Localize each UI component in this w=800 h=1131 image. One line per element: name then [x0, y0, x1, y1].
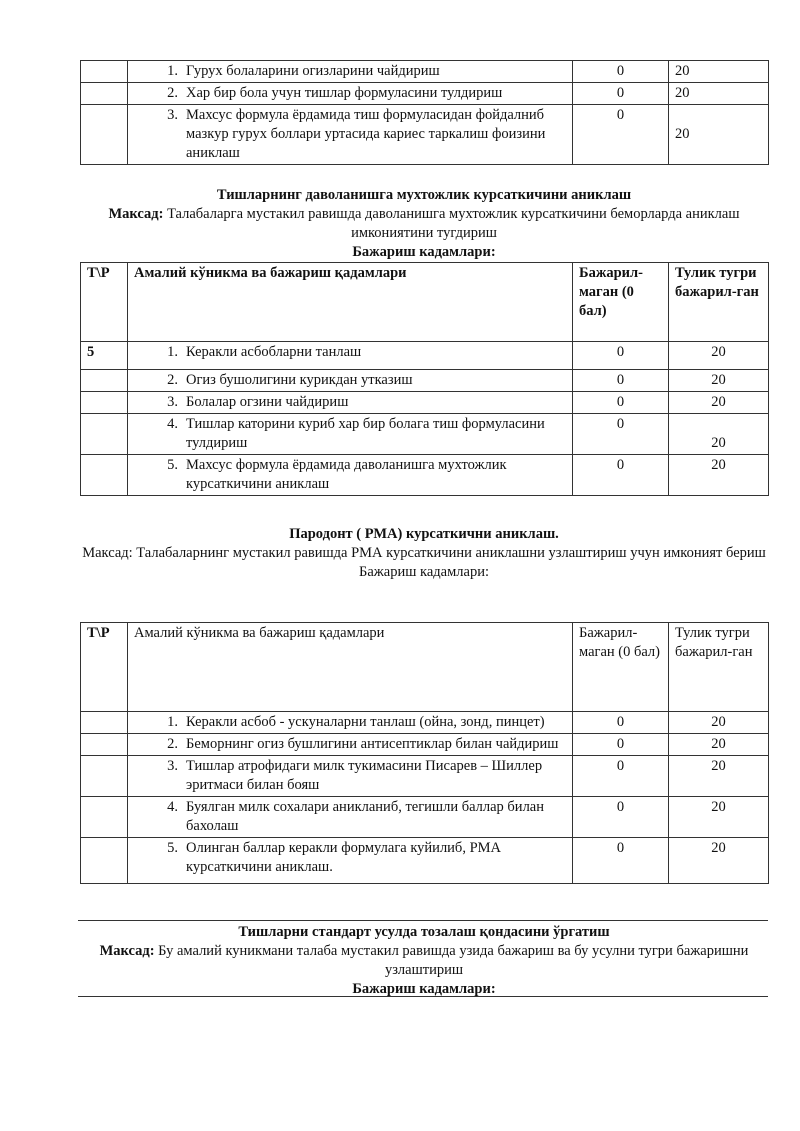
step-number: 3. — [167, 758, 178, 774]
table-row — [81, 455, 769, 496]
table-cell-empty — [81, 414, 128, 455]
steps-label: Бажариш кадамлари: — [352, 981, 496, 997]
table-treatment-need — [80, 262, 769, 496]
steps-label: Бажариш кадамлари: — [359, 564, 489, 580]
step-number: 4. — [167, 799, 178, 815]
step-text: Олинган баллар керакли формулага куйилиб, РМА курсаткичини аниклаш. — [186, 840, 501, 875]
step-text: Махсус формула ёрдамида даволанишга мухтожлик курсаткичини аниклаш — [186, 457, 507, 492]
header-number: Т\Р — [81, 263, 128, 342]
step-cell — [128, 712, 573, 734]
step-number: 5. — [167, 457, 178, 473]
score-zero: 0 — [573, 342, 669, 370]
table-row — [81, 342, 769, 370]
section-heading-pma — [80, 525, 768, 582]
section-heading-brushing — [80, 923, 768, 999]
step-number: 2. — [167, 85, 178, 101]
score-zero: 0 — [573, 756, 669, 797]
header-done: Тулик тугри бажарил-ган — [669, 263, 769, 342]
goal-paragraph — [80, 942, 768, 980]
step-cell — [128, 838, 573, 884]
step-cell — [128, 342, 573, 370]
table-cell-empty — [81, 734, 128, 756]
table-row — [81, 712, 769, 734]
steps-label: Бажариш кадамлари: — [352, 244, 496, 260]
table-pma — [80, 622, 769, 884]
header-skill: Амалий кўникма ва бажариш қадамлари — [128, 623, 573, 712]
score-full: 20 — [669, 797, 769, 838]
step-text: Хар бир бола учун тишлар формуласини тулдириш — [186, 85, 503, 101]
score-full: 20 — [669, 838, 769, 884]
step-text: Тишлар атрофидаги милк тукимасини Писарев – Шиллер эритмаси билан бояш — [186, 758, 543, 793]
table-row — [81, 392, 769, 414]
step-cell — [128, 61, 573, 83]
table-cell-empty — [81, 370, 128, 392]
score-full: 20 — [669, 734, 769, 756]
step-number: 3. — [167, 107, 178, 123]
score-full: 20 — [669, 342, 769, 370]
table-cell-empty — [81, 392, 128, 414]
score-zero: 0 — [573, 414, 669, 455]
score-zero: 0 — [573, 797, 669, 838]
row-group-number: 5 — [81, 342, 128, 370]
step-number: 3. — [167, 394, 178, 410]
step-number: 1. — [167, 344, 178, 360]
section-heading-treatment-need — [80, 186, 768, 262]
step-text: Тишлар каторини куриб хар бир болага тиш формуласини тулдириш — [186, 416, 545, 451]
table-cell-empty — [81, 838, 128, 884]
step-number: 2. — [167, 372, 178, 388]
step-cell — [128, 392, 573, 414]
score-full: 20 — [669, 61, 769, 83]
step-cell — [128, 105, 573, 165]
table-row — [81, 414, 769, 455]
score-zero: 0 — [573, 61, 669, 83]
table-cell-empty — [81, 797, 128, 838]
section-bottom-rule — [78, 996, 768, 997]
table-cell-empty — [81, 83, 128, 105]
score-zero: 0 — [573, 455, 669, 496]
step-text: Керакли асбоб - ускуналарни танлаш (ойна, зонд, пинцет) — [186, 714, 545, 730]
goal-text: Максад: Талабаларнинг мустакил равишда РМА курсаткичини аниклашни узлаштириш учун имконият бериш — [82, 545, 766, 561]
step-cell — [128, 455, 573, 496]
table-row — [81, 734, 769, 756]
table-top-steps — [80, 60, 769, 165]
goal-label: Максад: — [99, 943, 155, 959]
table-cell-empty — [81, 105, 128, 165]
score-full: 20 — [669, 370, 769, 392]
header-not-done: Бажарил-маган (0 бал) — [573, 623, 669, 712]
table-row — [81, 61, 769, 83]
section-title: Тишларнинг даволанишга мухтожлик курсаткичини аниклаш — [216, 187, 632, 203]
step-text: Махсус формула ёрдамида тиш формуласидан фойдалниб мазкур гурух боллари уртасида кариес таркалиш фоизини аниклаш — [186, 107, 546, 161]
score-zero: 0 — [573, 392, 669, 414]
table-row — [81, 838, 769, 884]
step-text: Болалар огзини чайдириш — [186, 394, 349, 410]
step-cell — [128, 83, 573, 105]
table-row — [81, 105, 769, 165]
step-text: Буялган милк сохалари аникланиб, тегишли баллар билан бахолаш — [186, 799, 544, 834]
table-cell-empty — [81, 61, 128, 83]
step-cell — [128, 370, 573, 392]
table-cell-empty — [81, 712, 128, 734]
table-header-row — [81, 263, 769, 342]
table-cell-empty — [81, 756, 128, 797]
step-number: 1. — [167, 63, 178, 79]
step-text: Гурух болаларини огизларини чайдириш — [186, 63, 440, 79]
section-top-rule — [78, 920, 768, 921]
score-zero: 0 — [573, 83, 669, 105]
header-number: Т\Р — [81, 623, 128, 712]
table-row — [81, 797, 769, 838]
score-zero: 0 — [573, 838, 669, 884]
score-full: 20 — [669, 712, 769, 734]
header-not-done: Бажарил-маган (0 бал) — [573, 263, 669, 342]
score-full: 20 — [669, 756, 769, 797]
table-cell-empty — [81, 455, 128, 496]
score-zero: 0 — [573, 712, 669, 734]
goal-text: Бу амалий куникмани талаба мустакил равишда узида бажариш ва бу усулни тугри бажаришни узлаштириш — [158, 943, 749, 978]
table-header-row — [81, 623, 769, 712]
step-cell — [128, 756, 573, 797]
table-row — [81, 370, 769, 392]
step-number: 2. — [167, 736, 178, 752]
score-full: 20 — [669, 83, 769, 105]
step-cell — [128, 797, 573, 838]
step-number: 1. — [167, 714, 178, 730]
step-text: Огиз бушолигини курикдан утказиш — [186, 372, 413, 388]
score-full: 20 — [669, 105, 769, 165]
table-row — [81, 756, 769, 797]
step-text: Беморнинг огиз бушлигини антисептиклар билан чайдириш — [186, 736, 559, 752]
section-title: Тишларни стандарт усулда тозалаш қондасини ўргатиш — [238, 924, 610, 940]
score-zero: 0 — [573, 370, 669, 392]
score-full: 20 — [669, 392, 769, 414]
goal-text: Талабаларга мустакил равишда даволанишга мухтожлик курсаткичини беморларда аниклаш имкониятини тугдириш — [167, 206, 740, 241]
step-cell — [128, 734, 573, 756]
step-number: 4. — [167, 416, 178, 432]
step-text: Керакли асбобларни танлаш — [186, 344, 362, 360]
header-done: Тулик тугри бажарил-ган — [669, 623, 769, 712]
score-full: 20 — [669, 455, 769, 496]
step-number: 5. — [167, 840, 178, 856]
score-zero: 0 — [573, 734, 669, 756]
step-cell — [128, 414, 573, 455]
score-zero: 0 — [573, 105, 669, 165]
goal-label: Максад: — [108, 206, 164, 222]
score-full: 20 — [669, 414, 769, 455]
section-title: Пародонт ( РМА) курсаткични аниклаш. — [289, 526, 559, 542]
header-skill: Амалий кўникма ва бажариш қадамлари — [128, 263, 573, 342]
goal-paragraph — [80, 205, 768, 243]
table-row — [81, 83, 769, 105]
